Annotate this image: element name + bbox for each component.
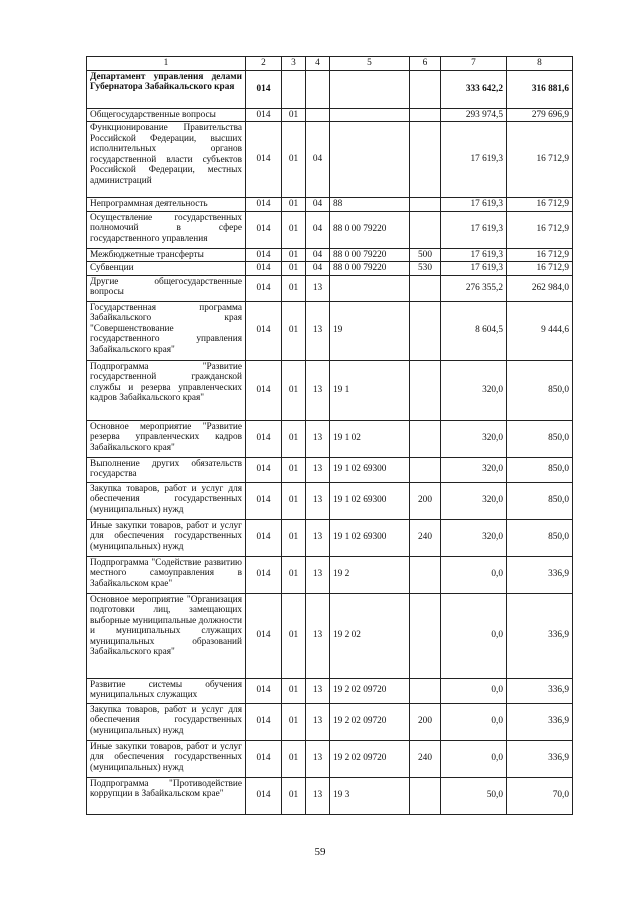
subsection-code: 04 [306, 122, 330, 198]
item-name: Субвенции [87, 262, 246, 276]
subsection-code: 13 [306, 703, 330, 740]
col-header: 6 [410, 57, 441, 71]
target-code: 19 2 02 09720 [330, 703, 410, 740]
section-code: 01 [282, 482, 306, 519]
amount-year2: 850,0 [507, 519, 573, 556]
expense-type [410, 211, 441, 248]
page-number: 59 [314, 846, 326, 858]
amount-year2: 850,0 [507, 360, 573, 420]
col-header: 7 [441, 57, 507, 71]
target-code: 19 3 [330, 777, 410, 814]
target-code [330, 108, 410, 122]
admin-code: 014 [246, 70, 282, 108]
admin-code: 014 [246, 122, 282, 198]
budget-table [86, 56, 573, 815]
table-row [87, 248, 573, 262]
item-name: Основное мероприятие "Развитие резерва управленческих кадров Забайкальского края" [87, 420, 246, 457]
item-name: Государственная программа Забайкальского края "Совершенствование государственного управления Забайкальского края" [87, 301, 246, 360]
amount-year1: 0,0 [441, 703, 507, 740]
amount-year1: 320,0 [441, 420, 507, 457]
table-row [87, 482, 573, 519]
section-code [282, 70, 306, 108]
amount-year2: 336,9 [507, 703, 573, 740]
subsection-code: 13 [306, 275, 330, 301]
subsection-code: 04 [306, 198, 330, 212]
target-code: 19 2 [330, 556, 410, 593]
admin-code: 014 [246, 360, 282, 420]
target-code: 19 1 02 69300 [330, 482, 410, 519]
table-row [87, 360, 573, 420]
target-code: 19 2 02 09720 [330, 678, 410, 703]
expense-type: 500 [410, 248, 441, 262]
subsection-code: 13 [306, 457, 330, 482]
section-code: 01 [282, 198, 306, 212]
table-row [87, 420, 573, 457]
admin-code: 014 [246, 301, 282, 360]
target-code [330, 122, 410, 198]
admin-code: 014 [246, 457, 282, 482]
section-code: 01 [282, 519, 306, 556]
amount-year2: 262 984,0 [507, 275, 573, 301]
expense-type [410, 420, 441, 457]
subsection-code: 13 [306, 678, 330, 703]
target-code: 19 1 02 69300 [330, 519, 410, 556]
item-name: Закупка товаров, работ и услуг для обеспечения государственных (муниципальных) нужд [87, 482, 246, 519]
amount-year1: 17 619,3 [441, 262, 507, 276]
item-name: Функционирование Правительства Российской Федерации, высших исполнительных органов государственной власти субъектов Российской Федерации, местных администраций [87, 122, 246, 198]
admin-code: 014 [246, 777, 282, 814]
table-row [87, 70, 573, 108]
col-header: 5 [330, 57, 410, 71]
section-code: 01 [282, 678, 306, 703]
item-name: Непрограммная деятельность [87, 198, 246, 212]
section-code: 01 [282, 556, 306, 593]
amount-year2: 316 881,6 [507, 70, 573, 108]
admin-code: 014 [246, 482, 282, 519]
section-code: 01 [282, 122, 306, 198]
admin-code: 014 [246, 703, 282, 740]
amount-year2: 336,9 [507, 740, 573, 777]
admin-code: 014 [246, 248, 282, 262]
expense-type [410, 301, 441, 360]
item-name: Развитие системы обучения муниципальных служащих [87, 678, 246, 703]
item-name: Общегосударственные вопросы [87, 108, 246, 122]
item-name: Департамент управления делами Губернатора Забайкальского края [87, 70, 246, 108]
col-header: 3 [282, 57, 306, 71]
expense-type: 200 [410, 482, 441, 519]
table-row [87, 777, 573, 814]
section-code: 01 [282, 457, 306, 482]
table-row [87, 122, 573, 198]
table-row [87, 301, 573, 360]
section-code: 01 [282, 703, 306, 740]
subsection-code: 13 [306, 360, 330, 420]
section-code: 01 [282, 420, 306, 457]
admin-code: 014 [246, 556, 282, 593]
amount-year2: 336,9 [507, 556, 573, 593]
subsection-code: 13 [306, 740, 330, 777]
col-header: 8 [507, 57, 573, 71]
table-row [87, 262, 573, 276]
table-row [87, 678, 573, 703]
subsection-code: 13 [306, 556, 330, 593]
expense-type [410, 275, 441, 301]
expense-type [410, 360, 441, 420]
expense-type [410, 593, 441, 678]
item-name: Иные закупки товаров, работ и услуг для обеспечения государственных (муниципальных) нужд [87, 519, 246, 556]
expense-type [410, 70, 441, 108]
amount-year1: 0,0 [441, 678, 507, 703]
admin-code: 014 [246, 678, 282, 703]
col-header: 4 [306, 57, 330, 71]
amount-year2: 850,0 [507, 420, 573, 457]
section-code: 01 [282, 360, 306, 420]
amount-year1: 333 642,2 [441, 70, 507, 108]
target-code: 19 1 [330, 360, 410, 420]
subsection-code: 04 [306, 248, 330, 262]
table-row [87, 740, 573, 777]
subsection-code: 13 [306, 519, 330, 556]
admin-code: 014 [246, 740, 282, 777]
table-row [87, 593, 573, 678]
admin-code: 014 [246, 275, 282, 301]
item-name: Осуществление государственных полномочий в сфере государственного управления [87, 211, 246, 248]
amount-year1: 17 619,3 [441, 248, 507, 262]
amount-year2: 16 712,9 [507, 122, 573, 198]
expense-type: 240 [410, 519, 441, 556]
section-code: 01 [282, 262, 306, 276]
amount-year2: 16 712,9 [507, 198, 573, 212]
table-row [87, 457, 573, 482]
expense-type: 240 [410, 740, 441, 777]
target-code: 19 2 02 09720 [330, 740, 410, 777]
section-code: 01 [282, 211, 306, 248]
amount-year1: 17 619,3 [441, 122, 507, 198]
amount-year2: 9 444,6 [507, 301, 573, 360]
item-name: Подпрограмма "Противодействие коррупции в Забайкальском крае" [87, 777, 246, 814]
admin-code: 014 [246, 420, 282, 457]
target-code [330, 70, 410, 108]
amount-year2: 16 712,9 [507, 248, 573, 262]
table-row [87, 198, 573, 212]
expense-type: 530 [410, 262, 441, 276]
amount-year2: 70,0 [507, 777, 573, 814]
expense-type [410, 777, 441, 814]
col-header: 1 [87, 57, 246, 71]
section-code: 01 [282, 777, 306, 814]
section-code: 01 [282, 301, 306, 360]
subsection-code: 13 [306, 482, 330, 519]
item-name: Закупка товаров, работ и услуг для обеспечения государственных (муниципальных) нужд [87, 703, 246, 740]
subsection-code: 13 [306, 777, 330, 814]
amount-year2: 336,9 [507, 593, 573, 678]
admin-code: 014 [246, 108, 282, 122]
amount-year1: 17 619,3 [441, 198, 507, 212]
table-row [87, 519, 573, 556]
item-name: Выполнение других обязательств государства [87, 457, 246, 482]
admin-code: 014 [246, 262, 282, 276]
subsection-code: 04 [306, 211, 330, 248]
target-code: 88 [330, 198, 410, 212]
table-row [87, 275, 573, 301]
target-code: 88 0 00 79220 [330, 211, 410, 248]
amount-year1: 320,0 [441, 360, 507, 420]
item-name: Другие общегосударственные вопросы [87, 275, 246, 301]
expense-type [410, 678, 441, 703]
subsection-code [306, 70, 330, 108]
admin-code: 014 [246, 198, 282, 212]
target-code: 19 1 02 69300 [330, 457, 410, 482]
table-row [87, 211, 573, 248]
table-row [87, 703, 573, 740]
subsection-code: 13 [306, 593, 330, 678]
amount-year1: 0,0 [441, 740, 507, 777]
target-code: 19 [330, 301, 410, 360]
amount-year1: 0,0 [441, 556, 507, 593]
admin-code: 014 [246, 593, 282, 678]
amount-year1: 276 355,2 [441, 275, 507, 301]
amount-year1: 17 619,3 [441, 211, 507, 248]
subsection-code [306, 108, 330, 122]
expense-type [410, 108, 441, 122]
amount-year2: 16 712,9 [507, 211, 573, 248]
item-name: Основное мероприятие "Организация подготовки лиц, замещающих выборные муниципальные должности и муниципальных служащих муниципальных образований Забайкальского края" [87, 593, 246, 678]
target-code: 88 0 00 79220 [330, 248, 410, 262]
amount-year1: 0,0 [441, 593, 507, 678]
item-name: Иные закупки товаров, работ и услуг для обеспечения государственных (муниципальных) нужд [87, 740, 246, 777]
table-row [87, 108, 573, 122]
amount-year2: 850,0 [507, 482, 573, 519]
admin-code: 014 [246, 211, 282, 248]
section-code: 01 [282, 108, 306, 122]
subsection-code: 04 [306, 262, 330, 276]
amount-year2: 279 696,9 [507, 108, 573, 122]
amount-year1: 320,0 [441, 482, 507, 519]
section-code: 01 [282, 593, 306, 678]
subsection-code: 13 [306, 420, 330, 457]
item-name: Подпрограмма "Развитие государственной гражданской службы и резерва управленческих кадров Забайкальского края" [87, 360, 246, 420]
admin-code: 014 [246, 519, 282, 556]
item-name: Межбюджетные трансферты [87, 248, 246, 262]
expense-type [410, 556, 441, 593]
amount-year1: 8 604,5 [441, 301, 507, 360]
section-code: 01 [282, 248, 306, 262]
amount-year2: 850,0 [507, 457, 573, 482]
expense-type [410, 198, 441, 212]
col-header: 2 [246, 57, 282, 71]
section-code: 01 [282, 740, 306, 777]
subsection-code: 13 [306, 301, 330, 360]
target-code: 88 0 00 79220 [330, 262, 410, 276]
amount-year1: 50,0 [441, 777, 507, 814]
header-row [87, 57, 573, 71]
amount-year1: 293 974,5 [441, 108, 507, 122]
target-code: 19 2 02 [330, 593, 410, 678]
amount-year2: 336,9 [507, 678, 573, 703]
expense-type [410, 122, 441, 198]
target-code: 19 1 02 [330, 420, 410, 457]
amount-year1: 320,0 [441, 519, 507, 556]
table-row [87, 556, 573, 593]
item-name: Подпрограмма "Содействие развитию местного самоуправления в Забайкальском крае" [87, 556, 246, 593]
expense-type: 200 [410, 703, 441, 740]
target-code [330, 275, 410, 301]
section-code: 01 [282, 275, 306, 301]
expense-type [410, 457, 441, 482]
amount-year2: 16 712,9 [507, 262, 573, 276]
amount-year1: 320,0 [441, 457, 507, 482]
